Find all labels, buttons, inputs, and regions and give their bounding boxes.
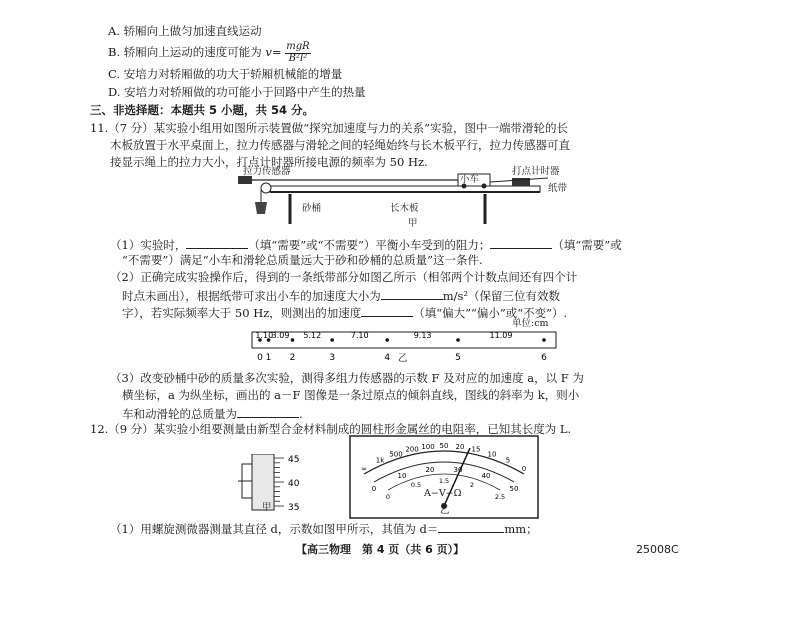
- ohm-scale-label: 5: [505, 456, 511, 465]
- q11-part2-line-3: [122, 304, 567, 322]
- q11-p1-text-c: （填“需要”或: [552, 238, 622, 252]
- q11-part3-line-2: 横坐标，a 为纵坐标，画出的 a－F 图像是一条过原点的倾斜直线，图线的斜率为 k，则小: [122, 388, 580, 402]
- label-tape: 纸带: [548, 183, 568, 194]
- q11-p3-text-d: .: [299, 407, 303, 421]
- option-b: [108, 42, 311, 64]
- q11-intro-line-2: 木板放置于水平桌面上，拉力传感器与滑轮之间的轻绳始终与长木板平行，拉力传感器可直: [110, 138, 570, 152]
- q11-p2-text-b: 时点未画出），根据纸带可求出小车的加速度大小为: [122, 289, 381, 303]
- tape-segment-label: 5.12: [303, 331, 322, 340]
- dc-scale-label: 20: [425, 465, 435, 474]
- thimble-label: 45: [288, 455, 300, 465]
- meter-center-text: A−V−Ω: [424, 488, 462, 499]
- tape-dot: [291, 338, 295, 342]
- q11-part2-line-1: （2）正确完成实验操作后，得到的一条纸带部分如图乙所示（相邻两个计数点间还有四个计: [110, 270, 578, 284]
- tape-point-label: 0: [257, 353, 263, 363]
- answer-blank-4[interactable]: [361, 304, 413, 317]
- tape-segment-label: 9.13: [413, 331, 432, 340]
- exam-code: 25008C: [636, 543, 679, 556]
- option-b-text: B. 轿厢向上运动的速度可能为: [108, 45, 266, 59]
- tape-point-label: 3: [329, 353, 336, 363]
- micrometer-figure: [238, 454, 328, 514]
- q11-p2-text-c: m/s²（保留三位有效数: [442, 289, 561, 303]
- ohm-scale-label: 50: [439, 442, 449, 450]
- q11-part1-line-1: [110, 236, 622, 254]
- dc-scale-label: 0: [371, 485, 377, 493]
- q11-p1-text-b: （填“需要”或“不需要”）平衡小车受到的阻力；: [248, 238, 491, 252]
- q11-part3-line-3: [122, 405, 303, 423]
- thimble-label: 35: [288, 503, 300, 513]
- ohm-scale-label: 20: [455, 442, 465, 451]
- label-cart: 小车: [460, 174, 480, 185]
- dc-scale-label: 50: [509, 485, 519, 493]
- cart-wheel: [482, 184, 487, 189]
- tape-dot: [456, 338, 460, 342]
- answer-blank-5[interactable]: [237, 405, 299, 418]
- page-footer: 【高三物理 第 4 页（共 6 页）】: [296, 543, 465, 556]
- q11-part1-line-2: “不需要”）满足“小车和滑轮总质量远大于砂和砂桶的总质量”这一条件.: [122, 253, 483, 267]
- option-a: A. 轿厢向上做匀加速直线运动: [108, 24, 262, 38]
- ac-scale-label: 2.5: [494, 493, 506, 501]
- tape-segment-label: 1.10: [255, 331, 274, 340]
- q12-p1-text-b: mm；: [504, 522, 538, 536]
- caption-jia-1: 甲: [408, 218, 418, 229]
- ac-scale-label: 2: [469, 481, 475, 489]
- ohm-scale-label: ∞: [361, 465, 367, 473]
- ac-scale-label: 1.5: [438, 477, 450, 485]
- tape-dot: [330, 338, 334, 342]
- option-c: C. 安培力对轿厢做的功大于轿厢机械能的增量: [108, 67, 343, 81]
- dc-scale-label: 30: [453, 465, 463, 474]
- tape-point-label: 6: [541, 353, 547, 363]
- fraction-numerator: mgR: [286, 41, 310, 52]
- caption-yi-2: 乙: [440, 505, 450, 516]
- label-timer: 打点计时器: [512, 166, 560, 177]
- tape-unit: 单位:cm: [512, 318, 549, 329]
- ohm-scale-label: 0: [521, 465, 527, 473]
- q11-p2-text-e: （填“偏大”“偏小”或“不变”）.: [413, 306, 568, 320]
- label-bucket: 砂桶: [302, 203, 322, 214]
- q11-intro-line-3: 接显示绳上的拉力大小，打点计时器所接电源的频率为 50 Hz.: [110, 155, 428, 169]
- caption-jia-2: 甲: [262, 502, 272, 513]
- q11-p3-text-c: 车和动滑轮的总质量为: [122, 407, 237, 421]
- tape-point-label: 2: [289, 353, 296, 363]
- tape-point-label: 5: [455, 353, 461, 363]
- ohm-scale-label: 100: [421, 442, 435, 451]
- ac-scale-label: 0.5: [410, 481, 422, 489]
- tape-point-label: 4: [384, 353, 391, 363]
- option-d: D. 安培力对轿厢做的功可能小于回路中产生的热量: [108, 85, 366, 99]
- tape-segment-label: 7.10: [350, 331, 369, 340]
- option-b-var: v: [265, 45, 272, 59]
- q12-part1: [110, 520, 538, 538]
- answer-blank-1[interactable]: [186, 236, 248, 249]
- tape-dot: [385, 338, 389, 342]
- ohm-scale-label: 15: [471, 445, 481, 454]
- tape-point-label: 1: [265, 353, 272, 363]
- sand-bucket: [255, 202, 267, 214]
- q11-part3-line-1: （3）改变砂桶中砂的质量多次实验，测得多组力传感器的示数 F 及对应的加速度 a，以 F 为: [110, 371, 584, 385]
- ohm-scale-label: 200: [405, 445, 419, 454]
- q12-intro: 12.（9 分）某实验小组要测量由新型合金材料制成的圆柱形金属丝的电阻率，已知其长度为 L.: [90, 422, 572, 436]
- option-b-fraction: [285, 42, 310, 64]
- ohm-scale-label: 1k: [375, 456, 385, 465]
- ohm-scale-label: 500: [389, 450, 403, 459]
- pulley: [261, 183, 271, 193]
- fraction-denominator: B²l²: [288, 52, 308, 64]
- section-heading: 三、非选择题：本题共 5 小题，共 54 分。: [90, 103, 315, 117]
- q11-intro-line-1: 11.（7 分）某实验小组用如图所示装置做“探究加速度与力的关系”实验，图中一端带滑轮的长: [90, 121, 569, 135]
- ohm-scale-label: 10: [487, 450, 497, 459]
- tape-segment-label: 3.09: [271, 331, 290, 340]
- caption-yi-1: 乙: [398, 353, 408, 364]
- answer-blank-3[interactable]: [381, 287, 443, 300]
- tape-segment-label: 11.09: [489, 331, 513, 340]
- ac-scale-label: 0: [385, 493, 391, 501]
- answer-blank-6[interactable]: [438, 520, 504, 533]
- tape-dot: [542, 338, 546, 342]
- label-sensor: 拉力传感器: [243, 166, 291, 177]
- dc-scale-label: 10: [397, 472, 407, 481]
- q11-p1-text-a: （1）实验时，: [110, 238, 187, 252]
- label-board: 长木板: [390, 203, 419, 214]
- q11-part2-line-2: [122, 287, 560, 305]
- q11-p2-text-d: 字），若实际频率大于 50 Hz，则测出的加速度: [122, 306, 362, 320]
- option-b-eq: =: [271, 45, 282, 59]
- thimble-label: 40: [288, 479, 300, 489]
- answer-blank-2[interactable]: [490, 236, 552, 249]
- dc-scale-label: 40: [481, 472, 491, 481]
- q12-p1-text-a: （1）用螺旋测微器测量其直径 d，示数如图甲所示，其值为 d＝: [110, 522, 439, 536]
